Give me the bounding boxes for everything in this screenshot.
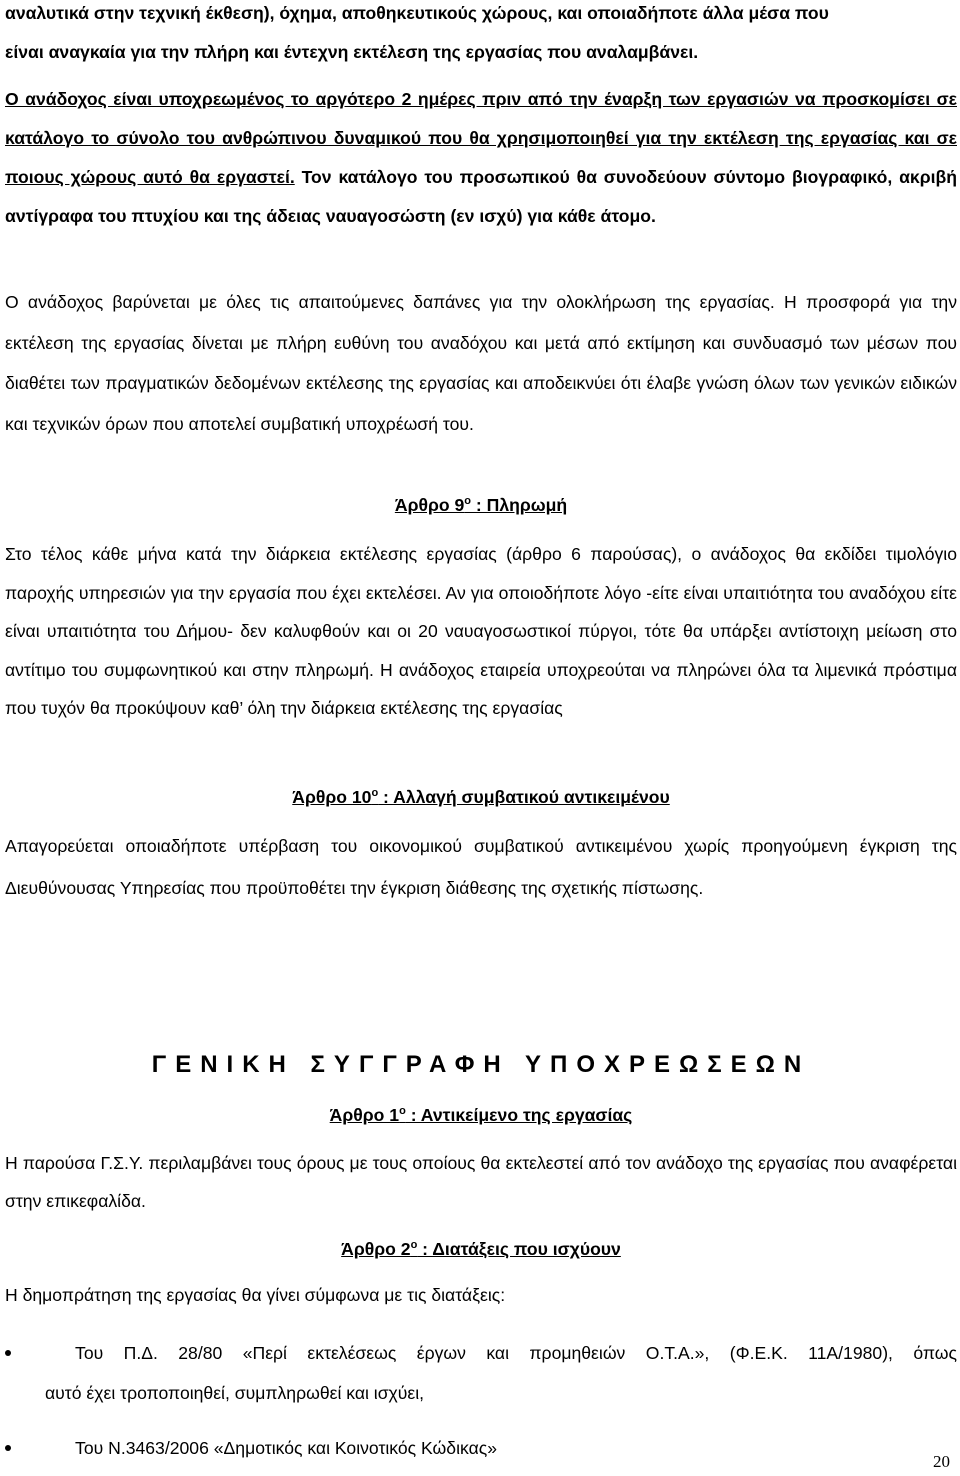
heading-sup: ο	[371, 787, 379, 799]
article-10-heading	[5, 782, 957, 812]
paragraph-line: είναι αναγκαία για την πλήρη και έντεχνη εκτέλεση της εργασίας που αναλαμβάνει.	[5, 41, 699, 62]
article-9-heading	[5, 490, 957, 520]
bullet-icon	[5, 1445, 11, 1451]
gs-article-2-intro-text: Η δημοπράτηση της εργασίας θα γίνει σύμφωνα με τις διατάξεις:	[5, 1285, 506, 1305]
article-9-body	[5, 535, 957, 728]
gs-article-1-heading	[5, 1100, 957, 1130]
heading-suffix: : Πληρωμή	[471, 495, 568, 515]
underlined-text: Ο ανάδοχος είναι υποχρεωμένος το αργότερο 2 ημέρες πριν από την έναρξη των εργασιών να προσκομίσει σε κατάλογο το σύνολο του ανθρώπινου δυναμικού που θα χρησιμοποιηθεί για την εκτέλεση της εργασίας και σε ποιους χώρους αυτό θα εργαστεί.	[5, 89, 957, 187]
bold-text: Τον κατάλογο του προσωπικού θα συνοδεύουν σύντομο βιογραφικό, ακριβή αντίγραφα του πτυχίου και της άδειας ναυαγοσώστη (εν ισχύ) για κάθε άτομο.	[5, 167, 958, 226]
intro-paragraph	[5, 0, 957, 72]
cost-paragraph	[5, 282, 957, 444]
gs-article-1-text: Η παρούσα Γ.Σ.Υ. περιλαμβάνει τους όρους με τους οποίους θα εκτελεστεί από τον ανάδοχο της εργασίας που αναφέρεται στην επικεφαλίδα.	[5, 1153, 957, 1211]
heading-prefix: Άρθρο 1	[329, 1105, 400, 1125]
general-obligations-title: ΓΕΝΙΚΗ ΣΥΓΓΡΑΦΗ ΥΠΟΧΡΕΩΣΕΩΝ	[151, 1051, 811, 1078]
article-10-text: Απαγορεύεται οποιαδήποτε υπέρβαση του οικονομικού συμβατικού αντικειμένου χωρίς προηγούμενη έγκριση της Διευθύνουσας Υπηρεσίας που προϋποθέτει την έγκριση διάθεσης της σχετικής πίστωσης.	[5, 836, 957, 898]
bullet-icon	[5, 1350, 11, 1356]
heading-sup: ο	[399, 1105, 406, 1117]
heading-suffix: : Διατάξεις που ισχύουν	[417, 1239, 621, 1259]
list-item-continuation: αυτό έχει τροποποιηθεί, συμπληρωθεί και ισχύει,	[45, 1382, 425, 1403]
page-number: 20	[933, 1452, 950, 1471]
staff-list-paragraph	[5, 80, 957, 236]
heading-suffix: : Αλλαγή συμβατικού αντικειμένου	[378, 787, 670, 807]
article-9-text: Στο τέλος κάθε μήνα κατά την διάρκεια εκτέλεσης εργασίας (άρθρο 6 παρούσας), ο ανάδοχος θα εκδίδει τιμολόγιο παροχής υπηρεσιών για την εργασία που έχει εκτελέσει. Αν για οποιοδήποτε λόγο -είτε είναι υπαιτιότητα του αναδόχου είτε είναι υπαιτιότητα του Δήμου- δεν καλυφθούν και οι 20 ναυαγοσωστικοί πύργοι, τότε θα υπάρξει αντίστοιχη μείωση στο αντίτιμο του συμφωνητικού και στην πληρωμή. Η ανάδοχος εταιρεία υποχρεούται να πληρώνει όλα τα λιμενικά πρόστιμα που τυχόν θα προκύψουν καθ’ όλη την διάρκεια εκτέλεσης της εργασίας	[5, 544, 957, 718]
heading-prefix: Άρθρο 10	[292, 787, 372, 807]
heading-sup: ο	[410, 1239, 418, 1251]
heading-prefix: Άρθρο 9	[394, 495, 465, 515]
section-title	[5, 1050, 957, 1080]
heading-prefix: Άρθρο 2	[341, 1239, 411, 1259]
heading-sup: ο	[464, 495, 471, 507]
article-10-body	[5, 825, 957, 909]
paragraph-line: αναλυτικά στην τεχνική έκθεση), όχημα, αποθηκευτικούς χώρους, και οποιαδήποτε άλλα μέσα που	[5, 3, 829, 23]
list-item-text: Του Ν.3463/2006 «Δημοτικός και Κοινοτικός Κώδικας»	[75, 1438, 498, 1458]
staff-list-text	[5, 80, 957, 236]
heading-suffix: : Αντικείμενο της εργασίας	[405, 1105, 633, 1125]
list-item	[5, 1429, 957, 1469]
gs-article-1-body	[5, 1144, 957, 1220]
list-item	[5, 1334, 957, 1413]
cost-text: Ο ανάδοχος βαρύνεται με όλες τις απαιτούμενες δαπάνες για την ολοκλήρωση της εργασίας. Η προσφορά για την εκτέλεση της εργασίας δίνεται με πλήρη ευθύνη του αναδόχου και μετά από εκτίμηση και συνδυασμό των μέσων που διαθέτει των πραγματικών δεδομένων εκτέλεσης της εργασίας και αποδεικνύει ότι έλαβε γνώση όλων των γενικών ειδικών και τεχνικών όρων που αποτελεί συμβατική υποχρέωσή του.	[5, 292, 957, 434]
gs-article-2-intro	[5, 1276, 957, 1316]
document-page	[5, 0, 957, 1476]
gs-article-2-heading	[5, 1234, 957, 1264]
list-item-text: Του Π.Δ. 28/80 «Περί εκτελέσεως έργων και προμηθειών Ο.Τ.Α.», (Φ.Ε.Κ. 11Α/1980), όπως	[75, 1343, 957, 1363]
provisions-list	[5, 1334, 957, 1469]
